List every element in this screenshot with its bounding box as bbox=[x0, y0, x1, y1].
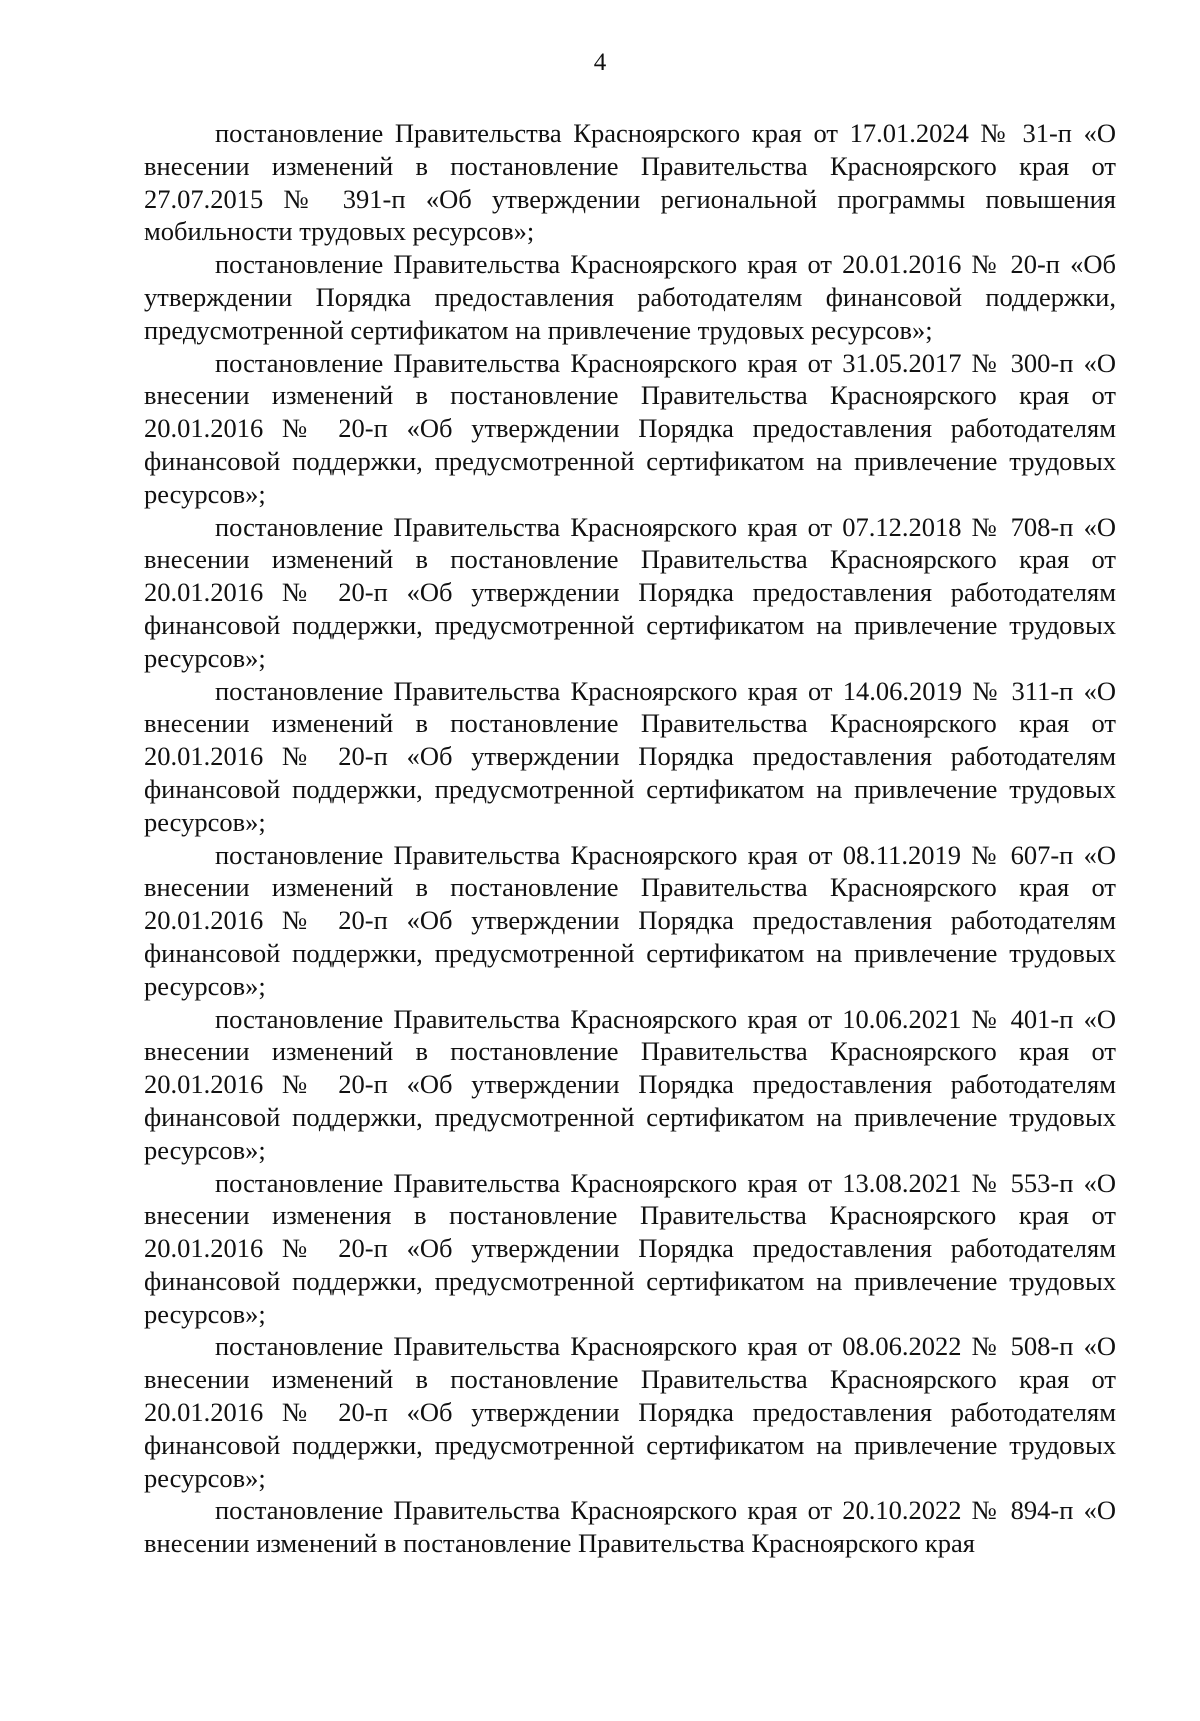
paragraph-resolution-2022-894: постановление Правительства Красноярского края от 20.10.2022 № 894-п «О внесении изменений в постановление Правительства Красноярского края bbox=[144, 1495, 1116, 1559]
document-body bbox=[144, 117, 1116, 1560]
paragraph-resolution-2018-708: постановление Правительства Красноярского края от 07.12.2018 № 708-п «О внесении изменений в постановление Правительства Красноярского края от 20.01.2016 № 20-п «Об утверждении Порядка предоставления работодателям финансовой поддержки, предусмотренной сертификатом на привлечение трудовых ресурсов»; bbox=[144, 511, 1116, 673]
paragraph-resolution-2021-553: постановление Правительства Красноярского края от 13.08.2021 № 553-п «О внесении изменения в постановление Правительства Красноярского края от 20.01.2016 № 20-п «Об утверждении Порядка предоставления работодателям финансовой поддержки, предусмотренной сертификатом на привлечение трудовых ресурсов»; bbox=[144, 1167, 1116, 1329]
paragraph-resolution-2022-508: постановление Правительства Красноярского края от 08.06.2022 № 508-п «О внесении изменений в постановление Правительства Красноярского края от 20.01.2016 № 20-п «Об утверждении Порядка предоставления работодателям финансовой поддержки, предусмотренной сертификатом на привлечение трудовых ресурсов»; bbox=[144, 1331, 1116, 1493]
paragraph-resolution-2021-401: постановление Правительства Красноярского края от 10.06.2021 № 401-п «О внесении изменений в постановление Правительства Красноярского края от 20.01.2016 № 20-п «Об утверждении Порядка предоставления работодателям финансовой поддержки, предусмотренной сертификатом на привлечение трудовых ресурсов»; bbox=[144, 1003, 1116, 1165]
paragraph-resolution-2017-300: постановление Правительства Красноярского края от 31.05.2017 № 300-п «О внесении изменений в постановление Правительства Красноярского края от 20.01.2016 № 20-п «Об утверждении Порядка предоставления работодателям финансовой поддержки, предусмотренной сертификатом на привлечение трудовых ресурсов»; bbox=[144, 347, 1116, 509]
page-number: 4 bbox=[593, 49, 607, 76]
paragraph-resolution-2019-607: постановление Правительства Красноярского края от 08.11.2019 № 607-п «О внесении изменений в постановление Правительства Красноярского края от 20.01.2016 № 20-п «Об утверждении Порядка предоставления работодателям финансовой поддержки, предусмотренной сертификатом на привлечение трудовых ресурсов»; bbox=[144, 839, 1116, 1001]
paragraph-resolution-2016-20: постановление Правительства Красноярского края от 20.01.2016 № 20-п «Об утверждении Порядка предоставления работодателям финансовой поддержки, предусмотренной сертификатом на привлечение трудовых ресурсов»; bbox=[144, 249, 1116, 345]
paragraph-resolution-2019-311: постановление Правительства Красноярского края от 14.06.2019 № 311-п «О внесении изменений в постановление Правительства Красноярского края от 20.01.2016 № 20-п «Об утверждении Порядка предоставления работодателям финансовой поддержки, предусмотренной сертификатом на привлечение трудовых ресурсов»; bbox=[144, 675, 1116, 837]
paragraph-resolution-2024-31: постановление Правительства Красноярского края от 17.01.2024 № 31-п «О внесении изменений в постановление Правительства Красноярского края от 27.07.2015 № 391-п «Об утверждении региональной программы повышения мобильности трудовых ресурсов»; bbox=[144, 118, 1116, 247]
